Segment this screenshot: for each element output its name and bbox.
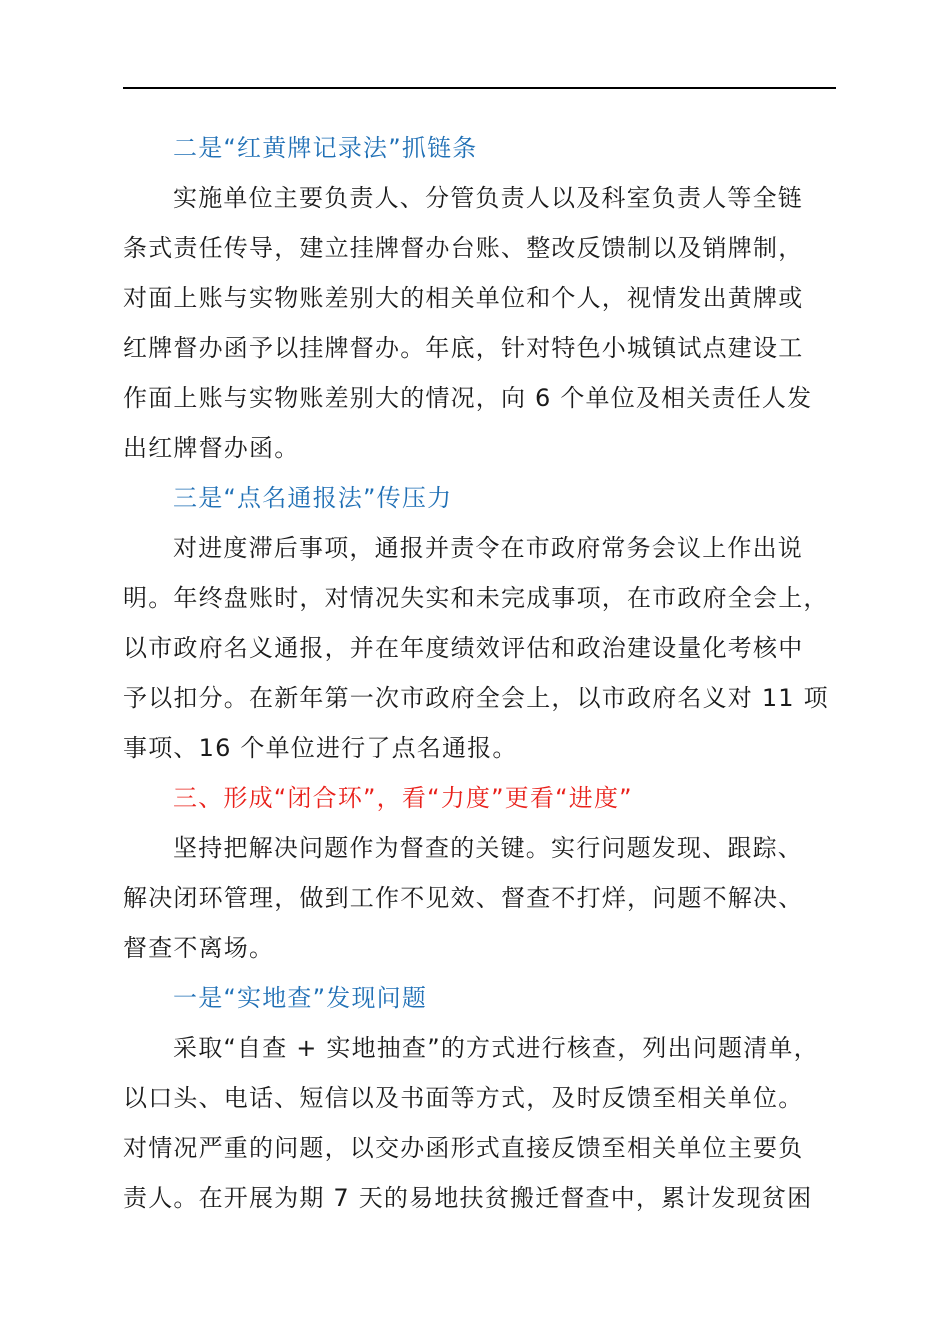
paragraph-line: 对进度滞后事项，通报并责令在市政府常务会议上作出说 [173,534,803,562]
paragraph-line: 红牌督办函予以挂牌督办。年底，针对特色小城镇试点建设工 [123,334,804,362]
paragraph-line: 责人。在开展为期 7 天的易地扶贫搬迁督查中，累计发现贫困 [123,1184,813,1212]
paragraph-line: 予以扣分。在新年第一次市政府全会上，以市政府名义对 11 项 [123,684,829,712]
paragraph-line: 实施单位主要负责人、分管负责人以及科室负责人等全链 [173,184,803,212]
paragraph-line: 对面上账与实物账差别大的相关单位和个人，视情发出黄牌或 [123,284,804,312]
document-body [123,123,843,1223]
subheading-site-inspection: 一是“实地查”发现问题 [173,984,428,1012]
subheading-roll-call: 三是“点名通报法”传压力 [173,484,453,512]
header-rule [123,87,836,89]
paragraph-line: 对情况严重的问题，以交办函形式直接反馈至相关单位主要负 [123,1134,804,1162]
paragraph-line: 出红牌督办函。 [123,434,300,462]
paragraph-line: 解决闭环管理，做到工作不见效、督查不打烊，问题不解决、 [123,884,804,912]
paragraph-line: 作面上账与实物账差别大的情况，向 6 个单位及相关责任人发 [123,384,813,412]
paragraph-line: 条式责任传导，建立挂牌督办台账、整改反馈制以及销牌制， [123,234,804,262]
section-heading-closed-loop: 三、形成“闭合环”，看“力度”更看“进度” [173,784,633,812]
paragraph-line: 以市政府名义通报，并在年度绩效评估和政治建设量化考核中 [123,634,804,662]
paragraph-line: 事项、16 个单位进行了点名通报。 [123,734,518,762]
paragraph-line: 明。年终盘账时，对情况失实和未完成事项，在市政府全会上， [123,584,829,612]
paragraph-line: 以口头、电话、短信以及书面等方式，及时反馈至相关单位。 [123,1084,804,1112]
paragraph-line: 采取“自查 + 实地抽查”的方式进行核查，列出问题清单， [173,1034,819,1062]
subheading-red-yellow-card: 二是“红黄牌记录法”抓链条 [173,134,478,162]
paragraph-line: 督查不离场。 [123,934,275,962]
paragraph-line: 坚持把解决问题作为督查的关键。实行问题发现、跟踪、 [173,834,803,862]
